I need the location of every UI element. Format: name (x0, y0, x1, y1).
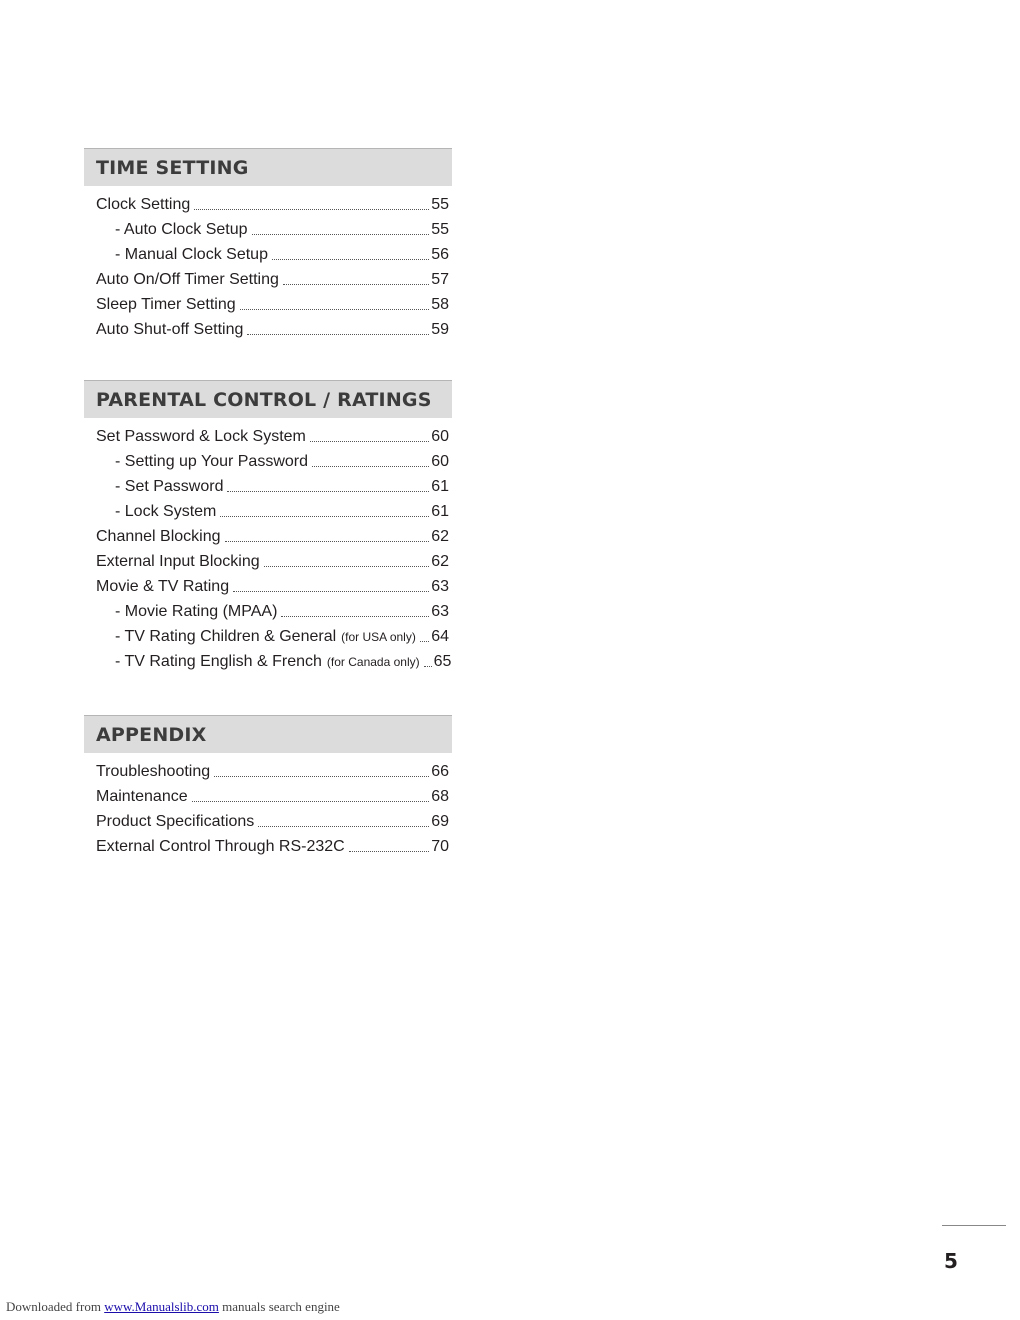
toc-entry-label: Troubleshooting (96, 763, 211, 780)
toc-page-number: 63 (431, 578, 449, 595)
dot-leader (264, 565, 430, 567)
toc-entry-label: - TV Rating English & French (115, 653, 322, 670)
toc-page-number: 64 (431, 628, 449, 645)
page-number-rule (942, 1225, 1006, 1226)
dot-leader (420, 640, 429, 642)
section-header (84, 148, 452, 186)
toc-page-number: 66 (431, 763, 449, 780)
dot-leader (192, 800, 430, 802)
toc-section-parental-control (84, 380, 452, 674)
dot-leader (272, 258, 429, 260)
dot-leader (424, 665, 432, 667)
toc-entry-label: Auto Shut-off Setting (96, 321, 244, 338)
toc-entry-label: - Setting up Your Password (115, 453, 309, 470)
toc-entry-label: - Lock System (115, 503, 217, 520)
toc-entry-list (84, 186, 452, 342)
manualslib-link[interactable]: www.Manualslib.com (104, 1299, 219, 1314)
toc-entry[interactable] (84, 784, 452, 809)
toc-section-appendix (84, 715, 452, 859)
toc-page-number: 58 (431, 296, 449, 313)
dot-leader (194, 208, 429, 210)
toc-entry-list (84, 753, 452, 859)
toc-subentry[interactable] (84, 599, 452, 624)
toc-entry-label: Maintenance (96, 788, 188, 805)
toc-entry-label: - Set Password (115, 478, 224, 495)
dot-leader (227, 490, 429, 492)
toc-entry[interactable] (84, 267, 452, 292)
toc-entry-label: - Auto Clock Setup (115, 221, 248, 238)
toc-entry-label: External Input Blocking (96, 553, 260, 570)
toc-page-number: 65 (433, 653, 452, 670)
toc-entry-label: Auto On/Off Timer Setting (96, 271, 279, 288)
footer-prefix: Downloaded from (6, 1299, 101, 1314)
toc-subentry[interactable] (84, 649, 452, 674)
dot-leader (252, 233, 430, 235)
toc-page-number: 60 (431, 428, 449, 445)
toc-entry-label: Clock Setting (96, 196, 191, 213)
toc-page-number: 69 (431, 813, 449, 830)
toc-entry-label: Product Specifications (96, 813, 255, 830)
dot-leader (349, 850, 429, 852)
toc-subentry[interactable] (84, 242, 452, 267)
toc-entry-list (84, 418, 452, 674)
page-number: 5 (944, 1249, 958, 1273)
dot-leader (310, 440, 429, 442)
toc-entry[interactable] (84, 192, 452, 217)
toc-entry[interactable] (84, 574, 452, 599)
toc-entry[interactable] (84, 549, 452, 574)
dot-leader (258, 825, 429, 827)
section-title: TIME SETTING (96, 156, 249, 179)
toc-page-number: 55 (431, 196, 449, 213)
dot-leader (220, 515, 429, 517)
toc-page-number: 61 (431, 478, 449, 495)
toc-subentry[interactable] (84, 499, 452, 524)
dot-leader (214, 775, 429, 777)
toc-page-number: 70 (431, 838, 449, 855)
toc-subentry[interactable] (84, 217, 452, 242)
toc-page-number: 62 (431, 528, 449, 545)
toc-page-number: 61 (431, 503, 449, 520)
toc-page-number: 56 (431, 246, 449, 263)
toc-entry-label: - Movie Rating (MPAA) (115, 603, 278, 620)
toc-entry-label: - TV Rating Children & General (115, 628, 337, 645)
toc-subentry[interactable] (84, 474, 452, 499)
footer-suffix: manuals search engine (222, 1299, 340, 1314)
toc-entry[interactable] (84, 524, 452, 549)
toc-subentry[interactable] (84, 624, 452, 649)
section-header (84, 715, 452, 753)
toc-entry-label: External Control Through RS-232C (96, 838, 345, 855)
toc-page-number: 63 (431, 603, 449, 620)
toc-entry[interactable] (84, 292, 452, 317)
dot-leader (283, 283, 429, 285)
toc-entry-label: Set Password & Lock System (96, 428, 306, 445)
toc-entry[interactable] (84, 809, 452, 834)
download-footer (6, 1299, 340, 1315)
toc-entry-label: Channel Blocking (96, 528, 221, 545)
toc-entry[interactable] (84, 759, 452, 784)
toc-page-number: 62 (431, 553, 449, 570)
toc-section-time-setting (84, 148, 452, 342)
toc-entry[interactable] (84, 834, 452, 859)
dot-leader (233, 590, 429, 592)
toc-entry-label: Sleep Timer Setting (96, 296, 236, 313)
dot-leader (225, 540, 430, 542)
dot-leader (281, 615, 429, 617)
section-title: PARENTAL CONTROL / RATINGS (96, 388, 432, 411)
toc-entry-label: - Manual Clock Setup (115, 246, 268, 263)
toc-entry-label: Movie & TV Rating (96, 578, 230, 595)
toc-page-number: 55 (431, 221, 449, 238)
toc-subentry[interactable] (84, 449, 452, 474)
toc-page-number: 68 (431, 788, 449, 805)
toc-entry-note: (for Canada only) (326, 655, 420, 669)
toc-entry[interactable] (84, 317, 452, 342)
toc-page-number: 60 (431, 453, 449, 470)
toc-entry[interactable] (84, 424, 452, 449)
section-header (84, 380, 452, 418)
toc-entry-note: (for USA only) (341, 630, 416, 644)
dot-leader (247, 333, 429, 335)
dot-leader (312, 465, 429, 467)
toc-page-number: 57 (431, 271, 449, 288)
dot-leader (240, 308, 430, 310)
section-title: APPENDIX (96, 723, 207, 746)
toc-page-number: 59 (431, 321, 449, 338)
